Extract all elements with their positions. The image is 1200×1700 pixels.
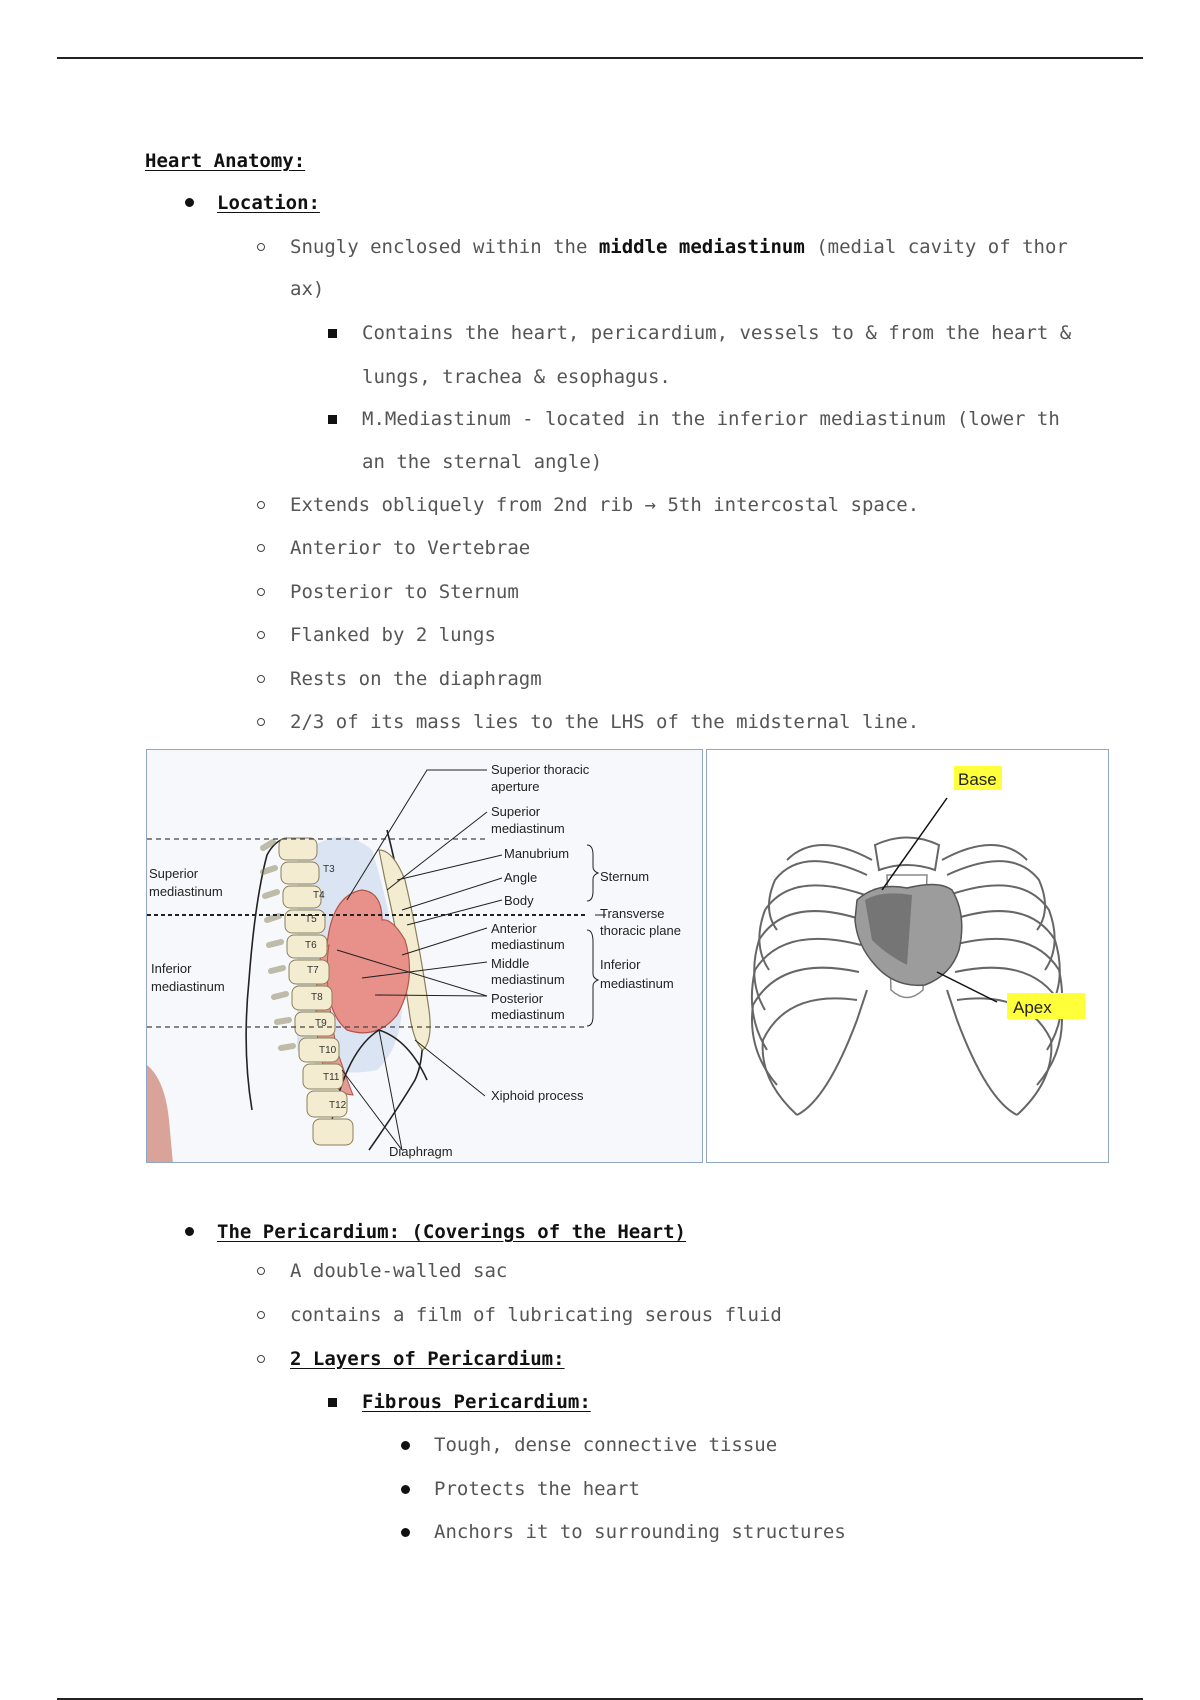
vertebra-label: T8 <box>311 992 323 1003</box>
label-body: Body <box>504 893 534 908</box>
vertebra-label: T11 <box>323 1072 340 1083</box>
bullet-circle <box>257 718 265 726</box>
label-thoracic-plane: thoracic plane <box>600 923 681 938</box>
bullet-circle <box>257 588 265 596</box>
label-mediastinum: mediastinum <box>491 1007 565 1022</box>
vertebra-label: T3 <box>323 864 335 875</box>
label-apex: Apex <box>1013 998 1052 1017</box>
bullet-circle <box>257 243 265 251</box>
vertebra-label: T9 <box>315 1018 327 1029</box>
label-superior-left: Superior <box>149 866 199 881</box>
pericardium-heading: The Pericardium: (Coverings of the Heart) <box>217 1221 686 1243</box>
sub-item-2-line-1: M.Mediastinum - located in the inferior mediastinum (lower th <box>362 408 1060 430</box>
top-rule <box>57 57 1143 59</box>
bullet-square <box>328 415 337 424</box>
vertebra-label: T4 <box>313 890 325 901</box>
ribcage-diagram <box>707 750 1109 1163</box>
bullet-circle <box>257 675 265 683</box>
sub-item-1-line-1: Contains the heart, pericardium, vessels to & from the heart & <box>362 322 1072 344</box>
ribcage-figure <box>706 749 1109 1163</box>
label-inferior: Inferior <box>600 957 641 972</box>
label-mediastinum: mediastinum <box>600 976 674 991</box>
pericardium-item: A double-walled sac <box>290 1260 508 1282</box>
location-item: Flanked by 2 lungs <box>290 624 496 646</box>
label-sternum: Sternum <box>600 869 650 884</box>
location-heading: Location: <box>217 192 320 214</box>
location-item: Extends obliquely from 2nd rib → 5th intercostal space. <box>290 494 920 516</box>
bullet-square <box>328 329 337 338</box>
location-item: Rests on the diaphragm <box>290 668 542 690</box>
label-angle: Angle <box>504 870 538 885</box>
location-item-1 <box>290 236 1068 258</box>
label-mediastinum: mediastinum <box>491 937 565 952</box>
label-anterior: Anterior <box>491 921 537 936</box>
apex-pointer <box>937 972 997 1002</box>
bullet-circle <box>257 1311 265 1319</box>
label-superior: Superior <box>491 804 541 819</box>
label-base: Base <box>958 770 997 789</box>
location-item: Posterior to Sternum <box>290 581 519 603</box>
pericardium-item: contains a film of lubricating serous fluid <box>290 1304 782 1326</box>
vertebra-label: T12 <box>329 1100 347 1111</box>
location-item: Anterior to Vertebrae <box>290 537 531 559</box>
bullet-square <box>328 1398 337 1407</box>
vertebra-label: T7 <box>307 965 319 976</box>
location-item-1-cont: ax) <box>290 278 325 300</box>
bullet-disc <box>401 1485 410 1494</box>
text-segment: (medial cavity of thor <box>804 236 1068 258</box>
label-middle: Middle <box>491 956 530 971</box>
vertebra-label: T10 <box>319 1045 337 1056</box>
label-posterior: Posterior <box>491 991 544 1006</box>
bullet-circle <box>257 1267 265 1275</box>
label-mediastinum-left: mediastinum <box>149 884 223 899</box>
bullet-disc <box>401 1528 410 1537</box>
location-item: 2/3 of its mass lies to the LHS of the midsternal line. <box>290 711 920 733</box>
sub-item-1-line-2: lungs, trachea & esophagus. <box>362 366 671 388</box>
bullet-circle <box>257 631 265 639</box>
page-title: Heart Anatomy: <box>145 150 306 172</box>
vertebra-label: T5 <box>305 914 317 925</box>
arm-shape <box>147 1065 173 1163</box>
label-diaphragm: Diaphragm <box>389 1144 453 1159</box>
label-superior-thoracic: Superior thoracic <box>491 762 590 777</box>
fibrous-item: Anchors it to surrounding structures <box>434 1521 846 1543</box>
label-transverse: Transverse <box>600 906 665 921</box>
mediastinum-figure <box>146 749 703 1163</box>
sub-item-2-line-2: an the sternal angle) <box>362 451 603 473</box>
bullet-circle <box>257 1355 265 1363</box>
label-mediastinum-left: mediastinum <box>151 979 225 994</box>
bullet-circle <box>257 501 265 509</box>
fibrous-item: Protects the heart <box>434 1478 640 1500</box>
fibrous-heading: Fibrous Pericardium: <box>362 1391 591 1413</box>
label-manubrium: Manubrium <box>504 846 570 861</box>
bullet-circle <box>257 544 265 552</box>
bullet-disc <box>185 1227 194 1236</box>
label-aperture: aperture <box>491 779 540 794</box>
mediastinum-diagram <box>147 750 703 1163</box>
layers-heading: 2 Layers of Pericardium: <box>290 1348 565 1370</box>
bullet-disc <box>401 1441 410 1450</box>
text-segment: Snugly enclosed within the <box>290 236 599 258</box>
fibrous-item: Tough, dense connective tissue <box>434 1434 778 1456</box>
label-mediastinum: mediastinum <box>491 972 565 987</box>
label-mediastinum: mediastinum <box>491 821 565 836</box>
bullet-disc <box>185 198 194 207</box>
vertebra-label: T6 <box>305 940 317 951</box>
bold-term: middle mediastinum <box>598 236 805 258</box>
label-xiphoid: Xiphoid process <box>491 1088 584 1103</box>
label-inferior-left: Inferior <box>151 961 192 976</box>
